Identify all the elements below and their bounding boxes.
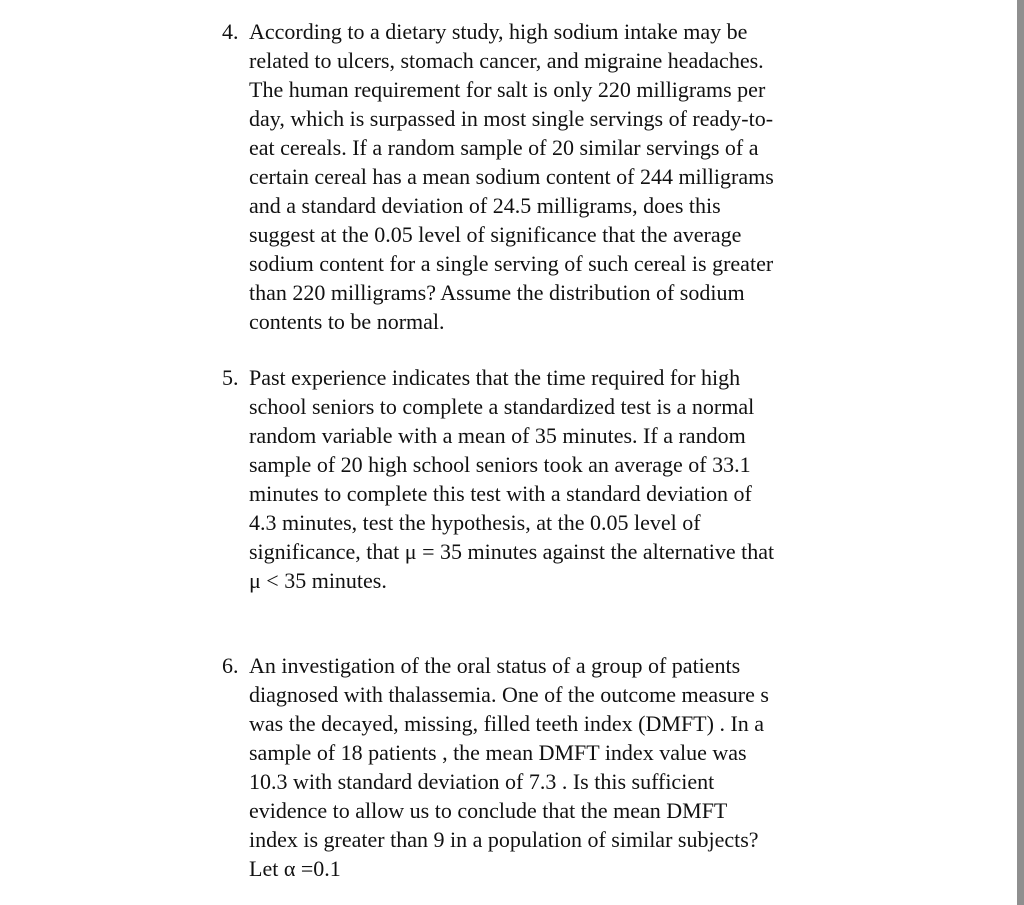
problem-text-line: μ < 35 minutes. <box>249 568 387 593</box>
problem-text-line: According to a dietary study, high sodium intake may be <box>249 19 748 44</box>
problem-text-line: day, which is surpassed in most single servings of ready-to- <box>249 106 774 131</box>
problem-text-line: was the decayed, missing, filled teeth index (DMFT) . In a <box>249 711 765 736</box>
problem-text-line: An investigation of the oral status of a group of patients <box>249 653 741 678</box>
problem-text-line: suggest at the 0.05 level of significance that the average <box>249 222 742 247</box>
problem-text-line: eat cereals. If a random sample of 20 similar servings of a <box>249 135 759 160</box>
problem-text-line: The human requirement for salt is only 220 milligrams per <box>249 77 766 102</box>
problem-text-line: related to ulcers, stomach cancer, and migraine headaches. <box>249 48 764 73</box>
problem-text-line: significance, that μ = 35 minutes against the alternative that <box>249 539 775 564</box>
problem-text-line: diagnosed with thalassemia. One of the outcome measure s <box>249 682 769 707</box>
problem-text-line: sodium content for a single serving of such cereal is greater <box>249 251 774 276</box>
page-edge-bar <box>1017 0 1024 905</box>
problem-text-line: than 220 milligrams? Assume the distribution of sodium <box>249 280 745 305</box>
problem-text-line: school seniors to complete a standardized test is a normal <box>249 394 755 419</box>
problem-text-line: certain cereal has a mean sodium content of 244 milligrams <box>249 164 774 189</box>
problem-number: 5. <box>222 365 239 390</box>
problem-text-line: minutes to complete this test with a standard deviation of <box>249 481 752 506</box>
problem-text-line: random variable with a mean of 35 minutes. If a random <box>249 423 746 448</box>
problem-number: 4. <box>222 19 239 44</box>
problem-text-line: Past experience indicates that the time required for high <box>249 365 741 390</box>
problem-number: 6. <box>222 653 239 678</box>
problem-text-line: and a standard deviation of 24.5 milligrams, does this <box>249 193 721 218</box>
problem-text-line: 10.3 with standard deviation of 7.3 . Is this sufficient <box>249 769 715 794</box>
problem-text-line: 4.3 minutes, test the hypothesis, at the 0.05 level of <box>249 510 701 535</box>
problem-text-line: sample of 18 patients , the mean DMFT index value was <box>249 740 747 765</box>
problem-text-line: Let α =0.1 <box>249 856 341 881</box>
problem-text-line: evidence to allow us to conclude that the mean DMFT <box>249 798 728 823</box>
problem-text-line: contents to be normal. <box>249 309 445 334</box>
problem-text-line: sample of 20 high school seniors took an average of 33.1 <box>249 452 751 477</box>
problem-text-line: index is greater than 9 in a population of similar subjects? <box>249 827 759 852</box>
